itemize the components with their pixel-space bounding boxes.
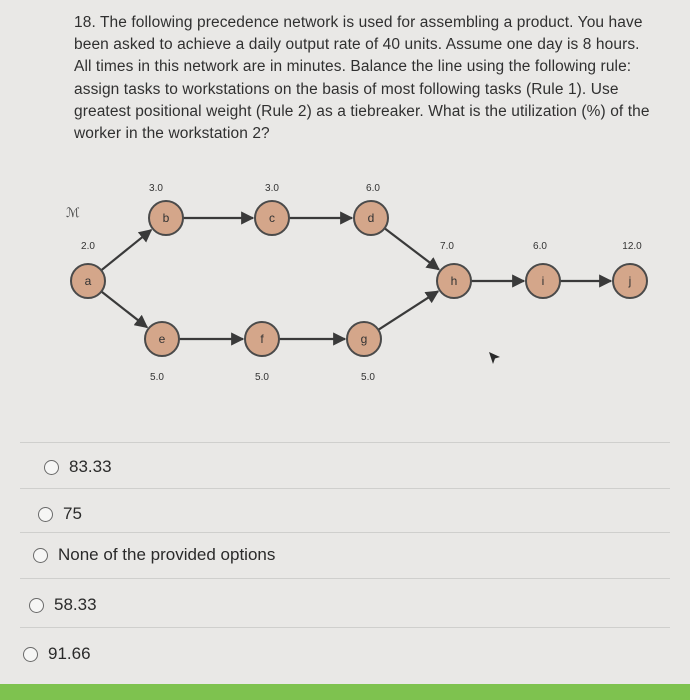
option-label: 75 [63,504,82,523]
option-75[interactable] [38,504,82,524]
edge-a-e [101,291,147,327]
divider [20,442,670,443]
node-label: g [360,332,368,347]
node-f [245,322,279,356]
mouse-pointer-icon [487,350,503,368]
node-d [354,201,388,235]
task-time-label: 3.0 [149,183,163,194]
radio-button[interactable] [33,548,48,563]
divider [20,488,670,489]
task-time-label: 5.0 [255,372,269,383]
task-time-label: 6.0 [366,183,380,194]
node-label: f [260,332,264,347]
option-label: None of the provided options [58,545,276,564]
divider [20,627,670,628]
option-91-66[interactable] [23,644,91,664]
node-label: a [84,274,92,289]
node-h [437,264,471,298]
node-j [613,264,647,298]
option-none[interactable] [33,545,275,565]
task-time-label: 6.0 [533,241,547,252]
node-label: h [450,274,458,289]
node-a [71,264,105,298]
radio-button[interactable] [44,460,59,475]
edge-g-h [378,291,438,329]
task-time-label: 2.0 [81,241,95,252]
node-label: e [158,332,166,347]
bottom-bar [0,684,690,700]
divider [20,578,670,579]
option-label: 83.33 [69,457,112,476]
task-time-label: 7.0 [440,241,454,252]
edge-d-h [385,228,439,269]
node-label: b [162,211,170,226]
radio-button[interactable] [29,598,44,613]
node-e [145,322,179,356]
edge-a-b [101,230,151,270]
task-time-label: 12.0 [622,241,642,252]
precedence-network-diagram [0,165,690,395]
task-time-label: 3.0 [265,183,279,194]
option-58-33[interactable] [29,595,97,615]
node-b [149,201,183,235]
radio-button[interactable] [38,507,53,522]
node-c [255,201,289,235]
node-label: d [367,211,375,226]
divider [20,532,670,533]
handwritten-mark: ℳ [66,205,80,220]
node-g [347,322,381,356]
radio-button[interactable] [23,647,38,662]
question-text: 18. The following precedence network is used for assembling a product. You have been asked to achieve a daily output rate of 40 units. Assume one day is 8 hours. All times in this network are in minutes. Balance the line using the following rule: assign tasks to workstations on the basis of most following tasks (Rule 1). Use greatest positional weight (Rule 2) as a tiebreaker. What is the utilization (%) of the worker in the workstation 2? [74,14,650,143]
task-time-label: 5.0 [150,372,164,383]
option-83-33[interactable] [44,457,112,477]
node-i [526,264,560,298]
node-label: i [541,274,545,289]
node-label: j [628,274,632,289]
node-label: c [269,211,275,226]
option-label: 58.33 [54,595,97,614]
option-label: 91.66 [48,644,91,663]
task-time-label: 5.0 [361,372,375,383]
